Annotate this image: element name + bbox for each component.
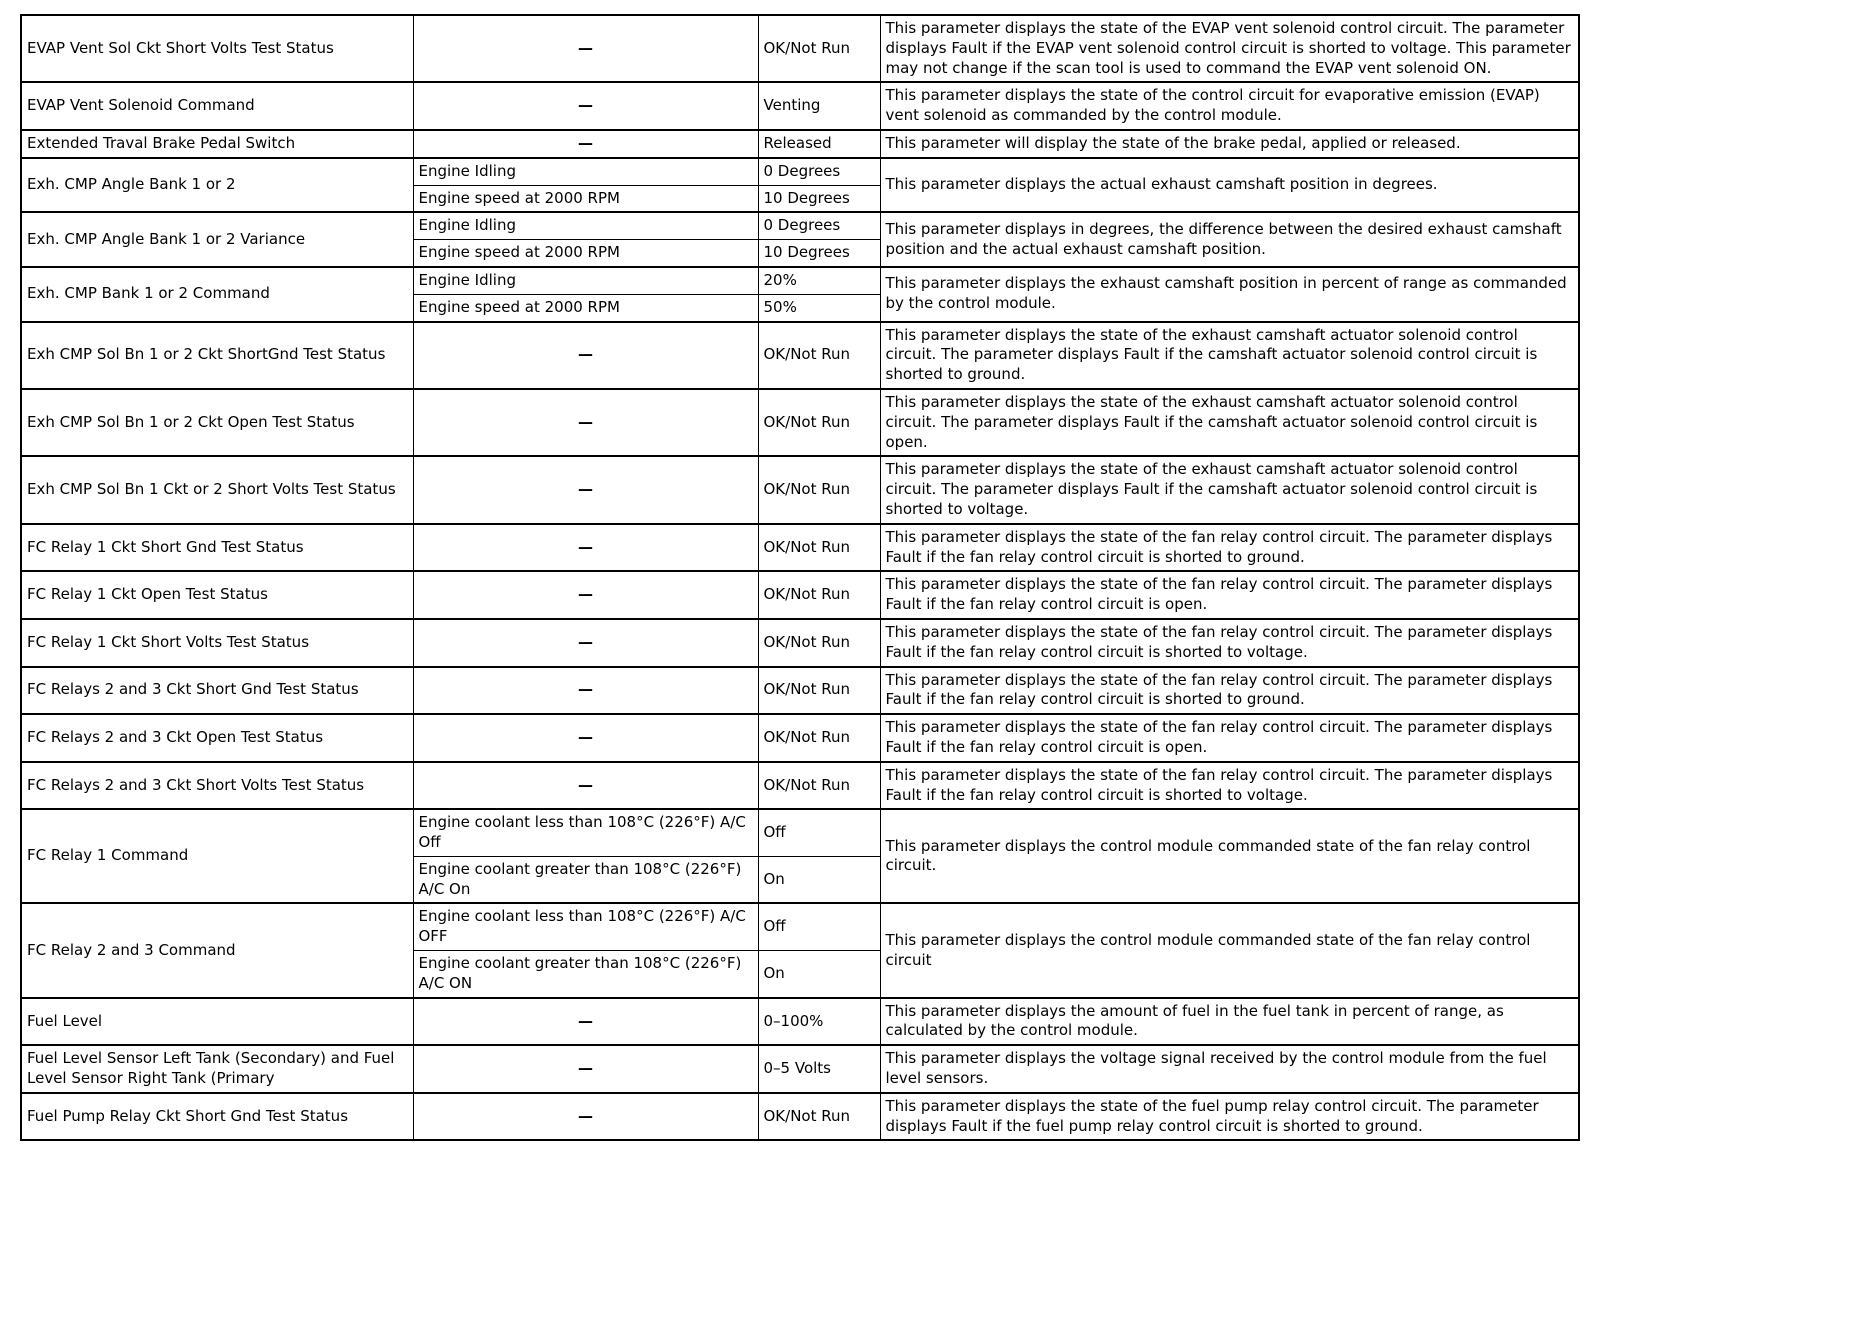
condition-cell: — xyxy=(413,998,758,1046)
table-row xyxy=(21,1093,1579,1141)
table-row xyxy=(21,524,1579,572)
parameter-cell: EVAP Vent Sol Ckt Short Volts Test Status xyxy=(21,15,413,82)
description-cell: This parameter displays the control module commanded state of the fan relay control circuit. xyxy=(880,809,1579,903)
value-cell: On xyxy=(758,856,880,903)
condition-cell: — xyxy=(413,15,758,82)
condition-cell: Engine coolant greater than 108°C (226°F) A/C ON xyxy=(413,951,758,998)
description-cell: This parameter displays the state of the control circuit for evaporative emission (EVAP) vent solenoid as commanded by the control module. xyxy=(880,82,1579,130)
condition-cell: — xyxy=(413,82,758,130)
parameter-cell: Exh CMP Sol Bn 1 or 2 Ckt ShortGnd Test Status xyxy=(21,322,413,389)
parameter-cell: Exh. CMP Angle Bank 1 or 2 xyxy=(21,158,413,213)
parameter-cell: FC Relays 2 and 3 Ckt Short Gnd Test Status xyxy=(21,667,413,715)
value-cell: 10 Degrees xyxy=(758,240,880,267)
parameter-cell: FC Relay 1 Ckt Open Test Status xyxy=(21,571,413,619)
value-cell: OK/Not Run xyxy=(758,456,880,523)
condition-cell: — xyxy=(413,456,758,523)
value-cell: 0 Degrees xyxy=(758,212,880,239)
table-row xyxy=(21,809,1579,856)
condition-cell: — xyxy=(413,762,758,810)
value-cell: OK/Not Run xyxy=(758,1093,880,1141)
description-cell: This parameter displays the state of the fan relay control circuit. The parameter displays Fault if the fan relay control circuit is shorted to voltage. xyxy=(880,619,1579,667)
parameter-cell: Fuel Level xyxy=(21,998,413,1046)
value-cell: Off xyxy=(758,903,880,950)
description-cell: This parameter displays the state of the fan relay control circuit. The parameter displays Fault if the fan relay control circuit is shorted to ground. xyxy=(880,667,1579,715)
value-cell: OK/Not Run xyxy=(758,389,880,456)
condition-cell: Engine speed at 2000 RPM xyxy=(413,240,758,267)
description-cell: This parameter displays the control module commanded state of the fan relay control circuit xyxy=(880,903,1579,997)
description-cell: This parameter displays the state of the fan relay control circuit. The parameter displays Fault if the fan relay control circuit is shorted to voltage. xyxy=(880,762,1579,810)
condition-cell: — xyxy=(413,619,758,667)
value-cell: 50% xyxy=(758,294,880,321)
scan-tool-parameter-table xyxy=(20,14,1580,1141)
description-cell: This parameter displays in degrees, the difference between the desired exhaust camshaft position and the actual exhaust camshaft position. xyxy=(880,212,1579,267)
table-row xyxy=(21,762,1579,810)
parameter-cell: Exh CMP Sol Bn 1 Ckt or 2 Short Volts Test Status xyxy=(21,456,413,523)
description-cell: This parameter displays the state of the fan relay control circuit. The parameter displays Fault if the fan relay control circuit is shorted to ground. xyxy=(880,524,1579,572)
description-cell: This parameter displays the state of the exhaust camshaft actuator solenoid control circuit. The parameter displays Fault if the camshaft actuator solenoid control circuit is shorted to ground. xyxy=(880,322,1579,389)
condition-cell: — xyxy=(413,322,758,389)
condition-cell: Engine speed at 2000 RPM xyxy=(413,185,758,212)
parameter-cell: Extended Traval Brake Pedal Switch xyxy=(21,130,413,158)
description-cell: This parameter displays the state of the fuel pump relay control circuit. The parameter displays Fault if the fuel pump relay control circuit is shorted to ground. xyxy=(880,1093,1579,1141)
table-row xyxy=(21,322,1579,389)
value-cell: OK/Not Run xyxy=(758,714,880,762)
table-row xyxy=(21,1045,1579,1093)
table-row xyxy=(21,619,1579,667)
parameter-cell: EVAP Vent Solenoid Command xyxy=(21,82,413,130)
condition-cell: Engine coolant less than 108°C (226°F) A/C Off xyxy=(413,809,758,856)
condition-cell: — xyxy=(413,1045,758,1093)
table-row xyxy=(21,456,1579,523)
description-cell: This parameter displays the state of the fan relay control circuit. The parameter displays Fault if the fan relay control circuit is open. xyxy=(880,714,1579,762)
value-cell: OK/Not Run xyxy=(758,667,880,715)
value-cell: 0 Degrees xyxy=(758,158,880,185)
description-cell: This parameter displays the voltage signal received by the control module from the fuel level sensors. xyxy=(880,1045,1579,1093)
condition-cell: Engine coolant less than 108°C (226°F) A/C OFF xyxy=(413,903,758,950)
condition-cell: — xyxy=(413,1093,758,1141)
condition-cell: — xyxy=(413,524,758,572)
condition-cell: Engine Idling xyxy=(413,212,758,239)
parameter-cell: Exh CMP Sol Bn 1 or 2 Ckt Open Test Status xyxy=(21,389,413,456)
description-cell: This parameter displays the exhaust camshaft position in percent of range as commanded by the control module. xyxy=(880,267,1579,322)
description-cell: This parameter will display the state of the brake pedal, applied or released. xyxy=(880,130,1579,158)
condition-cell: — xyxy=(413,667,758,715)
value-cell: Off xyxy=(758,809,880,856)
parameter-cell: FC Relays 2 and 3 Ckt Short Volts Test Status xyxy=(21,762,413,810)
table-row xyxy=(21,82,1579,130)
parameter-cell: Fuel Pump Relay Ckt Short Gnd Test Status xyxy=(21,1093,413,1141)
table-row xyxy=(21,714,1579,762)
condition-cell: — xyxy=(413,130,758,158)
condition-cell: Engine coolant greater than 108°C (226°F) A/C On xyxy=(413,856,758,903)
table-row xyxy=(21,571,1579,619)
table-row xyxy=(21,667,1579,715)
condition-cell: — xyxy=(413,714,758,762)
parameter-cell: Exh. CMP Angle Bank 1 or 2 Variance xyxy=(21,212,413,267)
condition-cell: — xyxy=(413,389,758,456)
parameter-cell: FC Relay 1 Command xyxy=(21,809,413,903)
value-cell: 0–5 Volts xyxy=(758,1045,880,1093)
table-row xyxy=(21,267,1579,294)
value-cell: OK/Not Run xyxy=(758,571,880,619)
description-cell: This parameter displays the state of the exhaust camshaft actuator solenoid control circuit. The parameter displays Fault if the camshaft actuator solenoid control circuit is open. xyxy=(880,389,1579,456)
table-body xyxy=(21,15,1579,1140)
table-row xyxy=(21,998,1579,1046)
condition-cell: Engine Idling xyxy=(413,267,758,294)
parameter-cell: FC Relay 1 Ckt Short Gnd Test Status xyxy=(21,524,413,572)
value-cell: OK/Not Run xyxy=(758,15,880,82)
condition-cell: Engine speed at 2000 RPM xyxy=(413,294,758,321)
table-row xyxy=(21,389,1579,456)
condition-cell: Engine Idling xyxy=(413,158,758,185)
table-row xyxy=(21,15,1579,82)
value-cell: OK/Not Run xyxy=(758,524,880,572)
description-cell: This parameter displays the state of the EVAP vent solenoid control circuit. The parameter displays Fault if the EVAP vent solenoid control circuit is shorted to voltage. This parameter may not change if the scan tool is used to command the EVAP vent solenoid ON. xyxy=(880,15,1579,82)
table-row xyxy=(21,212,1579,239)
table-row xyxy=(21,903,1579,950)
table-row xyxy=(21,130,1579,158)
description-cell: This parameter displays the actual exhaust camshaft position in degrees. xyxy=(880,158,1579,213)
value-cell: 10 Degrees xyxy=(758,185,880,212)
parameter-cell: FC Relay 1 Ckt Short Volts Test Status xyxy=(21,619,413,667)
description-cell: This parameter displays the state of the exhaust camshaft actuator solenoid control circuit. The parameter displays Fault if the camshaft actuator solenoid control circuit is shorted to voltage. xyxy=(880,456,1579,523)
description-cell: This parameter displays the amount of fuel in the fuel tank in percent of range, as calculated by the control module. xyxy=(880,998,1579,1046)
condition-cell: — xyxy=(413,571,758,619)
value-cell: On xyxy=(758,951,880,998)
value-cell: 0–100% xyxy=(758,998,880,1046)
parameter-cell: Fuel Level Sensor Left Tank (Secondary) and Fuel Level Sensor Right Tank (Primary xyxy=(21,1045,413,1093)
parameter-cell: FC Relay 2 and 3 Command xyxy=(21,903,413,997)
value-cell: 20% xyxy=(758,267,880,294)
value-cell: Venting xyxy=(758,82,880,130)
value-cell: OK/Not Run xyxy=(758,322,880,389)
table-row xyxy=(21,158,1579,185)
description-cell: This parameter displays the state of the fan relay control circuit. The parameter displays Fault if the fan relay control circuit is open. xyxy=(880,571,1579,619)
parameter-cell: Exh. CMP Bank 1 or 2 Command xyxy=(21,267,413,322)
value-cell: Released xyxy=(758,130,880,158)
value-cell: OK/Not Run xyxy=(758,619,880,667)
value-cell: OK/Not Run xyxy=(758,762,880,810)
parameter-cell: FC Relays 2 and 3 Ckt Open Test Status xyxy=(21,714,413,762)
